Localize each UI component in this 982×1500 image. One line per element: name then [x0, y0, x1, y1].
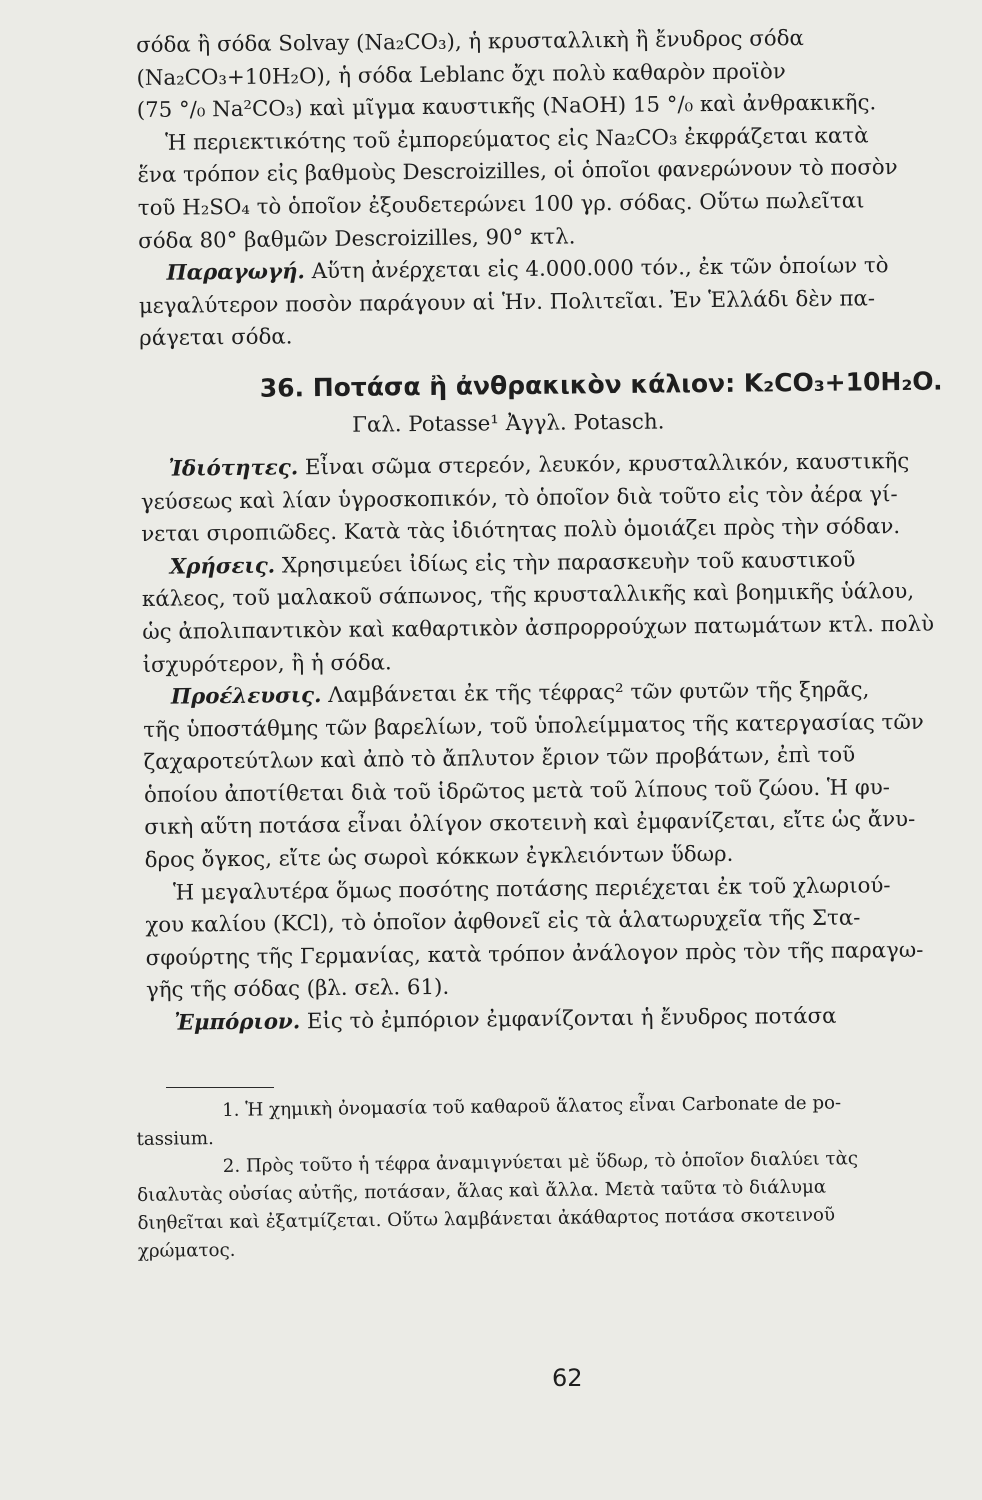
text-line: μεγαλύτερον ποσὸν παράγουν αἱ Ἡν. Πολιτεῖαι. Ἐν Ἑλλάδι δὲν πα-: [138, 286, 876, 319]
text-line: Ἡ περιεκτικότης τοῦ ἐμπορεύματος εἰς Na₂CO₃ ἐκφράζεται κατὰ: [165, 123, 869, 156]
text-line: ἰσχυρότερον, ἢ ἡ σόδα.: [142, 649, 392, 678]
text-line: ἕνα τρόπον εἰς βαθμοὺς Descroizilles, οἱ ὁποῖοι φανερώνουν τὸ ποσὸν: [137, 155, 898, 189]
text-line: γεύσεως καὶ λίαν ὑγροσκοπικόν, τὸ ὁποῖον διὰ τοῦτο εἰς τὸν ἀέρα γί-: [140, 481, 898, 515]
text-run: Εἶναι σῶμα στερεόν, λευκόν, κρυσταλλικόν, καυστικῆς: [298, 448, 910, 481]
text-line: σφούρτης τῆς Γερμανίας, κατὰ τρόπον ἀνάλογον πρὸς τὸν τῆς παραγω-: [145, 937, 924, 971]
text-line: ὡς ἀπολιπαντικὸν καὶ καθαρτικὸν ἀσπρορρούχων πατωμάτων κτλ. πολὺ: [142, 611, 935, 645]
footnote-line: διαλυτὰς οὐσίας αὐτῆς, ποτάσαν, ἅλας καὶ ἄλλα. Μετὰ ταῦτα τὸ διάλυμα: [137, 1176, 827, 1206]
footnotes: [136, 1088, 948, 1266]
section-heading: 36. Ποτάσα ἢ ἀνθρακικὸν κάλιον: K₂CO₃+10H₂O.: [259, 366, 943, 403]
text-line: δρος ὄγκος, εἴτε ὡς σωροὶ κόκκων ἐγκλειόντων ὕδωρ.: [144, 841, 734, 874]
section-label: Ἐμπόριον.: [174, 1009, 301, 1036]
text-line: τοῦ H₂SO₄ τὸ ὁποῖον ἐξουδετερώνει 100 γρ. σόδας. Οὕτω πωλεῖται: [137, 188, 865, 221]
text-line: τῆς ὑποστάθμης τῶν βαρελίων, τοῦ ὑπολείμματος τῆς κατεργασίας τῶν: [143, 709, 924, 743]
text-line: σόδα 80° βαθμῶν Descroizilles, 90° κτλ.: [138, 223, 576, 254]
text-line: σόδα ἢ σόδα Solvay (Na₂CO₃), ἡ κρυσταλλικὴ ἢ ἔνυδρος σόδα: [136, 26, 804, 58]
text-line: γῆς τῆς σόδας (βλ. σελ. 61).: [145, 975, 450, 1004]
footnote-line: 2. Πρὸς τοῦτο ἡ τέφρα ἀναμιγνύεται μὲ ὕδωρ, τὸ ὁποῖον διαλύει τὰς: [222, 1147, 859, 1177]
text-run: Εἰς τὸ ἐμπόριον ἐμφανίζονται ἡ ἔνυδρος ποτάσα: [300, 1003, 837, 1035]
footnote-line: χρώματος.: [137, 1239, 236, 1262]
section-label: Παραγωγή.: [166, 259, 306, 286]
text-line: χου καλίου (KCl), τὸ ὁποῖον ἀφθονεῖ εἰς τὰ ἁλατωρυχεῖα τῆς Στα-: [145, 905, 861, 939]
section-label: Προέλευσις.: [170, 683, 322, 710]
text-line: νεται σιροπιῶδες. Κατὰ τὰς ἰδιότητας πολὺ ὁμοιάζει πρὸς τὴν σόδαν.: [141, 514, 901, 548]
text-line: ράγεται σόδα.: [139, 324, 293, 352]
text-line: κάλεος, τοῦ μαλακοῦ σάπωνος, τῆς κρυσταλλικῆς καὶ βοημικῆς ὑάλου,: [141, 579, 915, 613]
text-line: Ἡ μεγαλυτέρα ὅμως ποσότης ποτάσης περιέχεται ἐκ τοῦ χλωριού-: [172, 872, 891, 906]
text-line: (Na₂CO₃+10H₂O), ἡ σόδα Leblanc ὄχι πολὺ καθαρὸν προϊὸν: [136, 58, 786, 91]
text-run: Λαμβάνεται ἐκ τῆς τέφρας² τῶν φυτῶν τῆς ξηρᾶς,: [321, 677, 870, 709]
main-text: [136, 22, 957, 1041]
footnote-divider: [166, 1087, 274, 1088]
text-line: ὁποίου ἀποτίθεται διὰ τοῦ ἱδρῶτος μετὰ τοῦ λίπους τοῦ ζώου. Ἡ φυ-: [143, 775, 891, 808]
text-line: σικὴ αὕτη ποτάσα εἶναι ὀλίγον σκοτεινὴ καὶ ἐμφανίζεται, εἴτε ὡς ἄνυ-: [144, 807, 916, 841]
footnote-line: διηθεῖται καὶ ἐξατμίζεται. Οὕτω λαμβάνεται ἀκάθαρτος ποτάσα σκοτεινοῦ: [137, 1204, 836, 1234]
text-line: (75 °/₀ Na²CO₃) καὶ μῖγμα καυστικῆς (NaOH) 15 °/₀ καὶ ἀνθρακικῆς.: [136, 90, 877, 124]
section-label: Χρήσεις.: [169, 553, 276, 580]
section-label: Ἰδιότητες.: [168, 455, 299, 482]
text-run: Χρησιμεύει ἰδίως εἰς τὴν παρασκευὴν τοῦ καυστικοῦ: [275, 547, 856, 579]
footnote-line: tassium.: [136, 1127, 215, 1150]
text-line: ζαχαροτεύτλων καὶ ἀπὸ τὸ ἄπλυτον ἔριον τῶν προβάτων, ἐπὶ τοῦ: [143, 742, 856, 776]
page-number: 62: [552, 1364, 583, 1392]
text-run: Αὕτη ἀνέρχεται εἰς 4.000.000 τόν., ἐκ τῶν ὁποίων τὸ: [304, 253, 889, 285]
footnote-line: 1. Ἡ χημικὴ ὀνομασία τοῦ καθαροῦ ἅλατος εἶναι Carbonate de po-: [222, 1092, 842, 1121]
section-subheading: Γαλ. Potasse¹ Ἀγγλ. Potasch.: [352, 409, 665, 438]
